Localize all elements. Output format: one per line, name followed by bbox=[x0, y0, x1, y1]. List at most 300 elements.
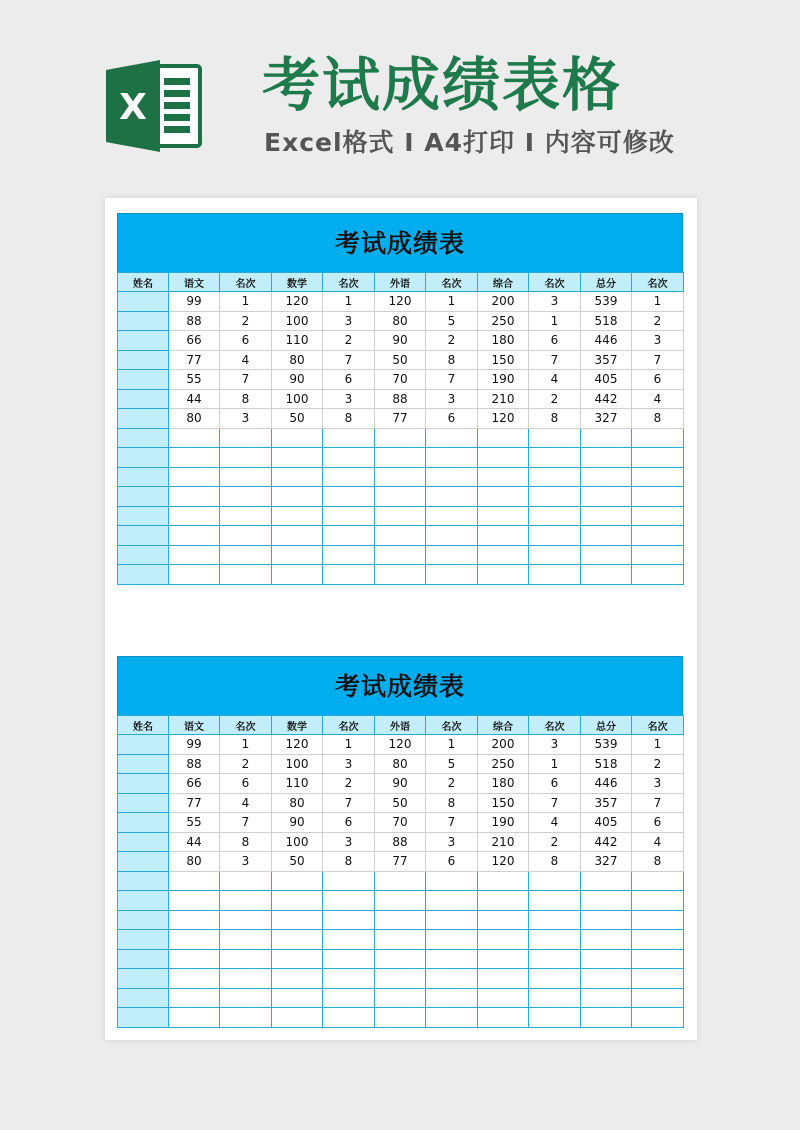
empty-cell[interactable] bbox=[529, 910, 581, 930]
score-cell[interactable]: 327 bbox=[581, 852, 632, 872]
empty-cell[interactable] bbox=[581, 487, 632, 507]
empty-cell[interactable] bbox=[478, 871, 529, 891]
score-cell[interactable]: 90 bbox=[272, 813, 323, 833]
score-cell[interactable]: 3 bbox=[323, 389, 375, 409]
score-cell[interactable]: 2 bbox=[220, 311, 272, 331]
empty-cell[interactable] bbox=[632, 988, 684, 1008]
score-cell[interactable]: 190 bbox=[478, 813, 529, 833]
empty-cell[interactable] bbox=[169, 910, 220, 930]
score-cell[interactable]: 5 bbox=[426, 311, 478, 331]
score-cell[interactable]: 99 bbox=[169, 292, 220, 312]
empty-cell[interactable] bbox=[529, 428, 581, 448]
empty-cell[interactable] bbox=[478, 448, 529, 468]
empty-cell[interactable] bbox=[375, 448, 426, 468]
score-cell[interactable]: 357 bbox=[581, 793, 632, 813]
score-cell[interactable]: 4 bbox=[220, 350, 272, 370]
empty-cell[interactable] bbox=[220, 526, 272, 546]
empty-cell[interactable] bbox=[220, 891, 272, 911]
empty-cell[interactable] bbox=[220, 969, 272, 989]
empty-cell[interactable] bbox=[426, 506, 478, 526]
score-cell[interactable]: 88 bbox=[375, 389, 426, 409]
empty-cell[interactable] bbox=[375, 565, 426, 585]
empty-cell[interactable] bbox=[529, 949, 581, 969]
name-cell[interactable] bbox=[118, 988, 169, 1008]
empty-cell[interactable] bbox=[220, 1008, 272, 1028]
empty-cell[interactable] bbox=[529, 487, 581, 507]
empty-cell[interactable] bbox=[581, 467, 632, 487]
empty-cell[interactable] bbox=[426, 565, 478, 585]
score-cell[interactable]: 8 bbox=[220, 832, 272, 852]
score-cell[interactable]: 7 bbox=[323, 793, 375, 813]
score-cell[interactable]: 8 bbox=[632, 852, 684, 872]
score-cell[interactable]: 100 bbox=[272, 311, 323, 331]
empty-cell[interactable] bbox=[272, 428, 323, 448]
score-cell[interactable]: 44 bbox=[169, 389, 220, 409]
score-cell[interactable]: 4 bbox=[529, 370, 581, 390]
score-cell[interactable]: 110 bbox=[272, 331, 323, 351]
score-cell[interactable]: 4 bbox=[529, 813, 581, 833]
name-cell[interactable] bbox=[118, 448, 169, 468]
score-cell[interactable]: 120 bbox=[478, 852, 529, 872]
score-cell[interactable]: 2 bbox=[632, 311, 684, 331]
empty-cell[interactable] bbox=[478, 526, 529, 546]
empty-cell[interactable] bbox=[323, 565, 375, 585]
empty-cell[interactable] bbox=[169, 467, 220, 487]
name-cell[interactable] bbox=[118, 930, 169, 950]
empty-cell[interactable] bbox=[426, 467, 478, 487]
empty-cell[interactable] bbox=[581, 988, 632, 1008]
empty-cell[interactable] bbox=[169, 545, 220, 565]
empty-cell[interactable] bbox=[220, 930, 272, 950]
empty-cell[interactable] bbox=[375, 949, 426, 969]
empty-cell[interactable] bbox=[478, 565, 529, 585]
empty-cell[interactable] bbox=[272, 910, 323, 930]
score-cell[interactable]: 5 bbox=[426, 754, 478, 774]
empty-cell[interactable] bbox=[323, 526, 375, 546]
score-cell[interactable]: 6 bbox=[529, 331, 581, 351]
empty-cell[interactable] bbox=[323, 988, 375, 1008]
score-cell[interactable]: 7 bbox=[426, 813, 478, 833]
name-cell[interactable] bbox=[118, 832, 169, 852]
name-cell[interactable] bbox=[118, 350, 169, 370]
empty-cell[interactable] bbox=[375, 526, 426, 546]
score-cell[interactable]: 200 bbox=[478, 292, 529, 312]
score-cell[interactable]: 3 bbox=[323, 754, 375, 774]
score-cell[interactable]: 80 bbox=[375, 754, 426, 774]
empty-cell[interactable] bbox=[478, 930, 529, 950]
score-cell[interactable]: 100 bbox=[272, 832, 323, 852]
empty-cell[interactable] bbox=[426, 930, 478, 950]
empty-cell[interactable] bbox=[323, 506, 375, 526]
empty-cell[interactable] bbox=[529, 467, 581, 487]
name-cell[interactable] bbox=[118, 331, 169, 351]
score-cell[interactable]: 180 bbox=[478, 331, 529, 351]
score-cell[interactable]: 8 bbox=[426, 350, 478, 370]
empty-cell[interactable] bbox=[478, 428, 529, 448]
empty-cell[interactable] bbox=[632, 910, 684, 930]
score-cell[interactable]: 7 bbox=[220, 813, 272, 833]
name-cell[interactable] bbox=[118, 292, 169, 312]
score-cell[interactable]: 2 bbox=[529, 389, 581, 409]
empty-cell[interactable] bbox=[272, 506, 323, 526]
empty-cell[interactable] bbox=[632, 467, 684, 487]
score-cell[interactable]: 7 bbox=[529, 793, 581, 813]
empty-cell[interactable] bbox=[220, 467, 272, 487]
score-cell[interactable]: 3 bbox=[323, 311, 375, 331]
score-cell[interactable]: 2 bbox=[323, 774, 375, 794]
score-cell[interactable]: 7 bbox=[632, 350, 684, 370]
score-cell[interactable]: 327 bbox=[581, 409, 632, 429]
score-cell[interactable]: 8 bbox=[529, 852, 581, 872]
score-cell[interactable]: 50 bbox=[375, 350, 426, 370]
empty-cell[interactable] bbox=[272, 526, 323, 546]
name-cell[interactable] bbox=[118, 428, 169, 448]
score-cell[interactable]: 518 bbox=[581, 754, 632, 774]
empty-cell[interactable] bbox=[169, 487, 220, 507]
score-cell[interactable]: 44 bbox=[169, 832, 220, 852]
name-cell[interactable] bbox=[118, 735, 169, 755]
score-cell[interactable]: 3 bbox=[632, 331, 684, 351]
empty-cell[interactable] bbox=[375, 910, 426, 930]
score-cell[interactable]: 7 bbox=[323, 350, 375, 370]
score-cell[interactable]: 1 bbox=[632, 292, 684, 312]
score-cell[interactable]: 6 bbox=[632, 370, 684, 390]
empty-cell[interactable] bbox=[632, 506, 684, 526]
empty-cell[interactable] bbox=[220, 428, 272, 448]
empty-cell[interactable] bbox=[375, 988, 426, 1008]
empty-cell[interactable] bbox=[632, 871, 684, 891]
score-cell[interactable]: 357 bbox=[581, 350, 632, 370]
empty-cell[interactable] bbox=[632, 891, 684, 911]
empty-cell[interactable] bbox=[426, 891, 478, 911]
empty-cell[interactable] bbox=[478, 487, 529, 507]
score-cell[interactable]: 90 bbox=[375, 774, 426, 794]
empty-cell[interactable] bbox=[375, 487, 426, 507]
name-cell[interactable] bbox=[118, 545, 169, 565]
empty-cell[interactable] bbox=[478, 910, 529, 930]
empty-cell[interactable] bbox=[375, 871, 426, 891]
empty-cell[interactable] bbox=[220, 565, 272, 585]
score-cell[interactable]: 150 bbox=[478, 350, 529, 370]
score-cell[interactable]: 100 bbox=[272, 754, 323, 774]
name-cell[interactable] bbox=[118, 526, 169, 546]
empty-cell[interactable] bbox=[272, 565, 323, 585]
score-cell[interactable]: 2 bbox=[426, 331, 478, 351]
empty-cell[interactable] bbox=[272, 891, 323, 911]
empty-cell[interactable] bbox=[169, 1008, 220, 1028]
score-cell[interactable]: 442 bbox=[581, 389, 632, 409]
score-cell[interactable]: 518 bbox=[581, 311, 632, 331]
score-cell[interactable]: 539 bbox=[581, 735, 632, 755]
empty-cell[interactable] bbox=[529, 969, 581, 989]
score-cell[interactable]: 80 bbox=[272, 793, 323, 813]
empty-cell[interactable] bbox=[478, 891, 529, 911]
score-cell[interactable]: 77 bbox=[169, 350, 220, 370]
score-cell[interactable]: 1 bbox=[529, 754, 581, 774]
score-cell[interactable]: 77 bbox=[375, 409, 426, 429]
score-cell[interactable]: 210 bbox=[478, 832, 529, 852]
score-cell[interactable]: 3 bbox=[323, 832, 375, 852]
score-cell[interactable]: 80 bbox=[169, 852, 220, 872]
name-cell[interactable] bbox=[118, 409, 169, 429]
empty-cell[interactable] bbox=[323, 949, 375, 969]
empty-cell[interactable] bbox=[581, 969, 632, 989]
empty-cell[interactable] bbox=[632, 428, 684, 448]
empty-cell[interactable] bbox=[632, 545, 684, 565]
score-cell[interactable]: 1 bbox=[220, 292, 272, 312]
empty-cell[interactable] bbox=[529, 545, 581, 565]
empty-cell[interactable] bbox=[169, 891, 220, 911]
empty-cell[interactable] bbox=[426, 487, 478, 507]
score-cell[interactable]: 446 bbox=[581, 331, 632, 351]
empty-cell[interactable] bbox=[478, 506, 529, 526]
empty-cell[interactable] bbox=[220, 988, 272, 1008]
score-cell[interactable]: 110 bbox=[272, 774, 323, 794]
empty-cell[interactable] bbox=[169, 448, 220, 468]
score-cell[interactable]: 2 bbox=[632, 754, 684, 774]
empty-cell[interactable] bbox=[581, 428, 632, 448]
empty-cell[interactable] bbox=[220, 545, 272, 565]
score-cell[interactable]: 1 bbox=[529, 311, 581, 331]
score-cell[interactable]: 77 bbox=[375, 852, 426, 872]
empty-cell[interactable] bbox=[323, 930, 375, 950]
empty-cell[interactable] bbox=[632, 969, 684, 989]
name-cell[interactable] bbox=[118, 311, 169, 331]
name-cell[interactable] bbox=[118, 774, 169, 794]
score-cell[interactable]: 50 bbox=[272, 409, 323, 429]
score-cell[interactable]: 77 bbox=[169, 793, 220, 813]
empty-cell[interactable] bbox=[426, 871, 478, 891]
empty-cell[interactable] bbox=[632, 526, 684, 546]
empty-cell[interactable] bbox=[426, 910, 478, 930]
score-cell[interactable]: 3 bbox=[529, 735, 581, 755]
name-cell[interactable] bbox=[118, 389, 169, 409]
empty-cell[interactable] bbox=[426, 988, 478, 1008]
score-cell[interactable]: 8 bbox=[632, 409, 684, 429]
score-cell[interactable]: 50 bbox=[375, 793, 426, 813]
score-cell[interactable]: 250 bbox=[478, 754, 529, 774]
empty-cell[interactable] bbox=[272, 1008, 323, 1028]
empty-cell[interactable] bbox=[169, 526, 220, 546]
score-cell[interactable]: 405 bbox=[581, 370, 632, 390]
empty-cell[interactable] bbox=[169, 565, 220, 585]
score-cell[interactable]: 190 bbox=[478, 370, 529, 390]
empty-cell[interactable] bbox=[220, 910, 272, 930]
score-cell[interactable]: 539 bbox=[581, 292, 632, 312]
empty-cell[interactable] bbox=[632, 949, 684, 969]
score-cell[interactable]: 405 bbox=[581, 813, 632, 833]
empty-cell[interactable] bbox=[220, 871, 272, 891]
name-cell[interactable] bbox=[118, 793, 169, 813]
score-cell[interactable]: 120 bbox=[272, 292, 323, 312]
score-cell[interactable]: 442 bbox=[581, 832, 632, 852]
name-cell[interactable] bbox=[118, 565, 169, 585]
empty-cell[interactable] bbox=[169, 428, 220, 448]
score-cell[interactable]: 4 bbox=[220, 793, 272, 813]
score-cell[interactable]: 80 bbox=[375, 311, 426, 331]
empty-cell[interactable] bbox=[478, 545, 529, 565]
empty-cell[interactable] bbox=[581, 891, 632, 911]
empty-cell[interactable] bbox=[272, 969, 323, 989]
score-cell[interactable]: 80 bbox=[272, 350, 323, 370]
score-cell[interactable]: 2 bbox=[220, 754, 272, 774]
empty-cell[interactable] bbox=[323, 1008, 375, 1028]
empty-cell[interactable] bbox=[581, 526, 632, 546]
score-cell[interactable]: 6 bbox=[220, 331, 272, 351]
empty-cell[interactable] bbox=[581, 949, 632, 969]
score-cell[interactable]: 6 bbox=[426, 852, 478, 872]
empty-cell[interactable] bbox=[478, 949, 529, 969]
empty-cell[interactable] bbox=[272, 487, 323, 507]
empty-cell[interactable] bbox=[169, 969, 220, 989]
score-cell[interactable]: 2 bbox=[426, 774, 478, 794]
empty-cell[interactable] bbox=[478, 1008, 529, 1028]
empty-cell[interactable] bbox=[426, 1008, 478, 1028]
score-cell[interactable]: 3 bbox=[426, 389, 478, 409]
score-cell[interactable]: 6 bbox=[632, 813, 684, 833]
empty-cell[interactable] bbox=[375, 1008, 426, 1028]
name-cell[interactable] bbox=[118, 813, 169, 833]
score-cell[interactable]: 3 bbox=[632, 774, 684, 794]
score-cell[interactable]: 8 bbox=[323, 852, 375, 872]
empty-cell[interactable] bbox=[375, 969, 426, 989]
score-cell[interactable]: 120 bbox=[478, 409, 529, 429]
score-cell[interactable]: 3 bbox=[220, 409, 272, 429]
empty-cell[interactable] bbox=[581, 565, 632, 585]
score-cell[interactable]: 90 bbox=[375, 331, 426, 351]
empty-cell[interactable] bbox=[529, 988, 581, 1008]
score-cell[interactable]: 80 bbox=[169, 409, 220, 429]
score-cell[interactable]: 8 bbox=[426, 793, 478, 813]
empty-cell[interactable] bbox=[272, 930, 323, 950]
score-cell[interactable]: 1 bbox=[220, 735, 272, 755]
empty-cell[interactable] bbox=[323, 891, 375, 911]
score-cell[interactable]: 1 bbox=[323, 292, 375, 312]
empty-cell[interactable] bbox=[529, 930, 581, 950]
score-cell[interactable]: 66 bbox=[169, 774, 220, 794]
empty-cell[interactable] bbox=[581, 930, 632, 950]
empty-cell[interactable] bbox=[323, 910, 375, 930]
score-cell[interactable]: 180 bbox=[478, 774, 529, 794]
empty-cell[interactable] bbox=[323, 545, 375, 565]
score-cell[interactable]: 90 bbox=[272, 370, 323, 390]
score-cell[interactable]: 88 bbox=[169, 311, 220, 331]
empty-cell[interactable] bbox=[581, 910, 632, 930]
empty-cell[interactable] bbox=[169, 949, 220, 969]
empty-cell[interactable] bbox=[169, 930, 220, 950]
score-cell[interactable]: 8 bbox=[220, 389, 272, 409]
empty-cell[interactable] bbox=[272, 988, 323, 1008]
empty-cell[interactable] bbox=[375, 467, 426, 487]
score-cell[interactable]: 6 bbox=[220, 774, 272, 794]
empty-cell[interactable] bbox=[272, 545, 323, 565]
name-cell[interactable] bbox=[118, 370, 169, 390]
empty-cell[interactable] bbox=[581, 1008, 632, 1028]
score-cell[interactable]: 66 bbox=[169, 331, 220, 351]
score-cell[interactable]: 120 bbox=[375, 292, 426, 312]
score-cell[interactable]: 55 bbox=[169, 370, 220, 390]
score-cell[interactable]: 200 bbox=[478, 735, 529, 755]
empty-cell[interactable] bbox=[632, 565, 684, 585]
score-cell[interactable]: 3 bbox=[220, 852, 272, 872]
score-cell[interactable]: 7 bbox=[426, 370, 478, 390]
score-cell[interactable]: 1 bbox=[426, 292, 478, 312]
empty-cell[interactable] bbox=[323, 487, 375, 507]
name-cell[interactable] bbox=[118, 1008, 169, 1028]
empty-cell[interactable] bbox=[529, 506, 581, 526]
empty-cell[interactable] bbox=[632, 1008, 684, 1028]
empty-cell[interactable] bbox=[169, 871, 220, 891]
score-cell[interactable]: 100 bbox=[272, 389, 323, 409]
score-cell[interactable]: 55 bbox=[169, 813, 220, 833]
empty-cell[interactable] bbox=[426, 448, 478, 468]
score-cell[interactable]: 3 bbox=[426, 832, 478, 852]
score-cell[interactable]: 8 bbox=[529, 409, 581, 429]
score-cell[interactable]: 70 bbox=[375, 370, 426, 390]
empty-cell[interactable] bbox=[272, 467, 323, 487]
empty-cell[interactable] bbox=[426, 428, 478, 448]
empty-cell[interactable] bbox=[272, 871, 323, 891]
name-cell[interactable] bbox=[118, 949, 169, 969]
empty-cell[interactable] bbox=[323, 467, 375, 487]
empty-cell[interactable] bbox=[220, 487, 272, 507]
empty-cell[interactable] bbox=[220, 949, 272, 969]
empty-cell[interactable] bbox=[220, 448, 272, 468]
empty-cell[interactable] bbox=[529, 565, 581, 585]
name-cell[interactable] bbox=[118, 506, 169, 526]
empty-cell[interactable] bbox=[632, 487, 684, 507]
score-cell[interactable]: 6 bbox=[323, 813, 375, 833]
empty-cell[interactable] bbox=[529, 526, 581, 546]
empty-cell[interactable] bbox=[323, 448, 375, 468]
score-cell[interactable]: 1 bbox=[323, 735, 375, 755]
empty-cell[interactable] bbox=[632, 930, 684, 950]
empty-cell[interactable] bbox=[426, 969, 478, 989]
empty-cell[interactable] bbox=[581, 871, 632, 891]
empty-cell[interactable] bbox=[220, 506, 272, 526]
score-cell[interactable]: 250 bbox=[478, 311, 529, 331]
score-cell[interactable]: 1 bbox=[632, 735, 684, 755]
empty-cell[interactable] bbox=[272, 949, 323, 969]
empty-cell[interactable] bbox=[323, 428, 375, 448]
score-cell[interactable]: 446 bbox=[581, 774, 632, 794]
score-cell[interactable]: 6 bbox=[426, 409, 478, 429]
empty-cell[interactable] bbox=[529, 871, 581, 891]
name-cell[interactable] bbox=[118, 467, 169, 487]
score-cell[interactable]: 99 bbox=[169, 735, 220, 755]
empty-cell[interactable] bbox=[375, 930, 426, 950]
empty-cell[interactable] bbox=[323, 871, 375, 891]
empty-cell[interactable] bbox=[375, 428, 426, 448]
score-cell[interactable]: 150 bbox=[478, 793, 529, 813]
score-cell[interactable]: 88 bbox=[169, 754, 220, 774]
score-cell[interactable]: 4 bbox=[632, 389, 684, 409]
empty-cell[interactable] bbox=[323, 969, 375, 989]
name-cell[interactable] bbox=[118, 487, 169, 507]
empty-cell[interactable] bbox=[478, 969, 529, 989]
score-cell[interactable]: 50 bbox=[272, 852, 323, 872]
name-cell[interactable] bbox=[118, 754, 169, 774]
score-cell[interactable]: 7 bbox=[529, 350, 581, 370]
score-cell[interactable]: 120 bbox=[375, 735, 426, 755]
empty-cell[interactable] bbox=[529, 1008, 581, 1028]
score-cell[interactable]: 6 bbox=[529, 774, 581, 794]
score-cell[interactable]: 7 bbox=[632, 793, 684, 813]
empty-cell[interactable] bbox=[581, 506, 632, 526]
empty-cell[interactable] bbox=[529, 891, 581, 911]
empty-cell[interactable] bbox=[169, 988, 220, 1008]
empty-cell[interactable] bbox=[581, 545, 632, 565]
